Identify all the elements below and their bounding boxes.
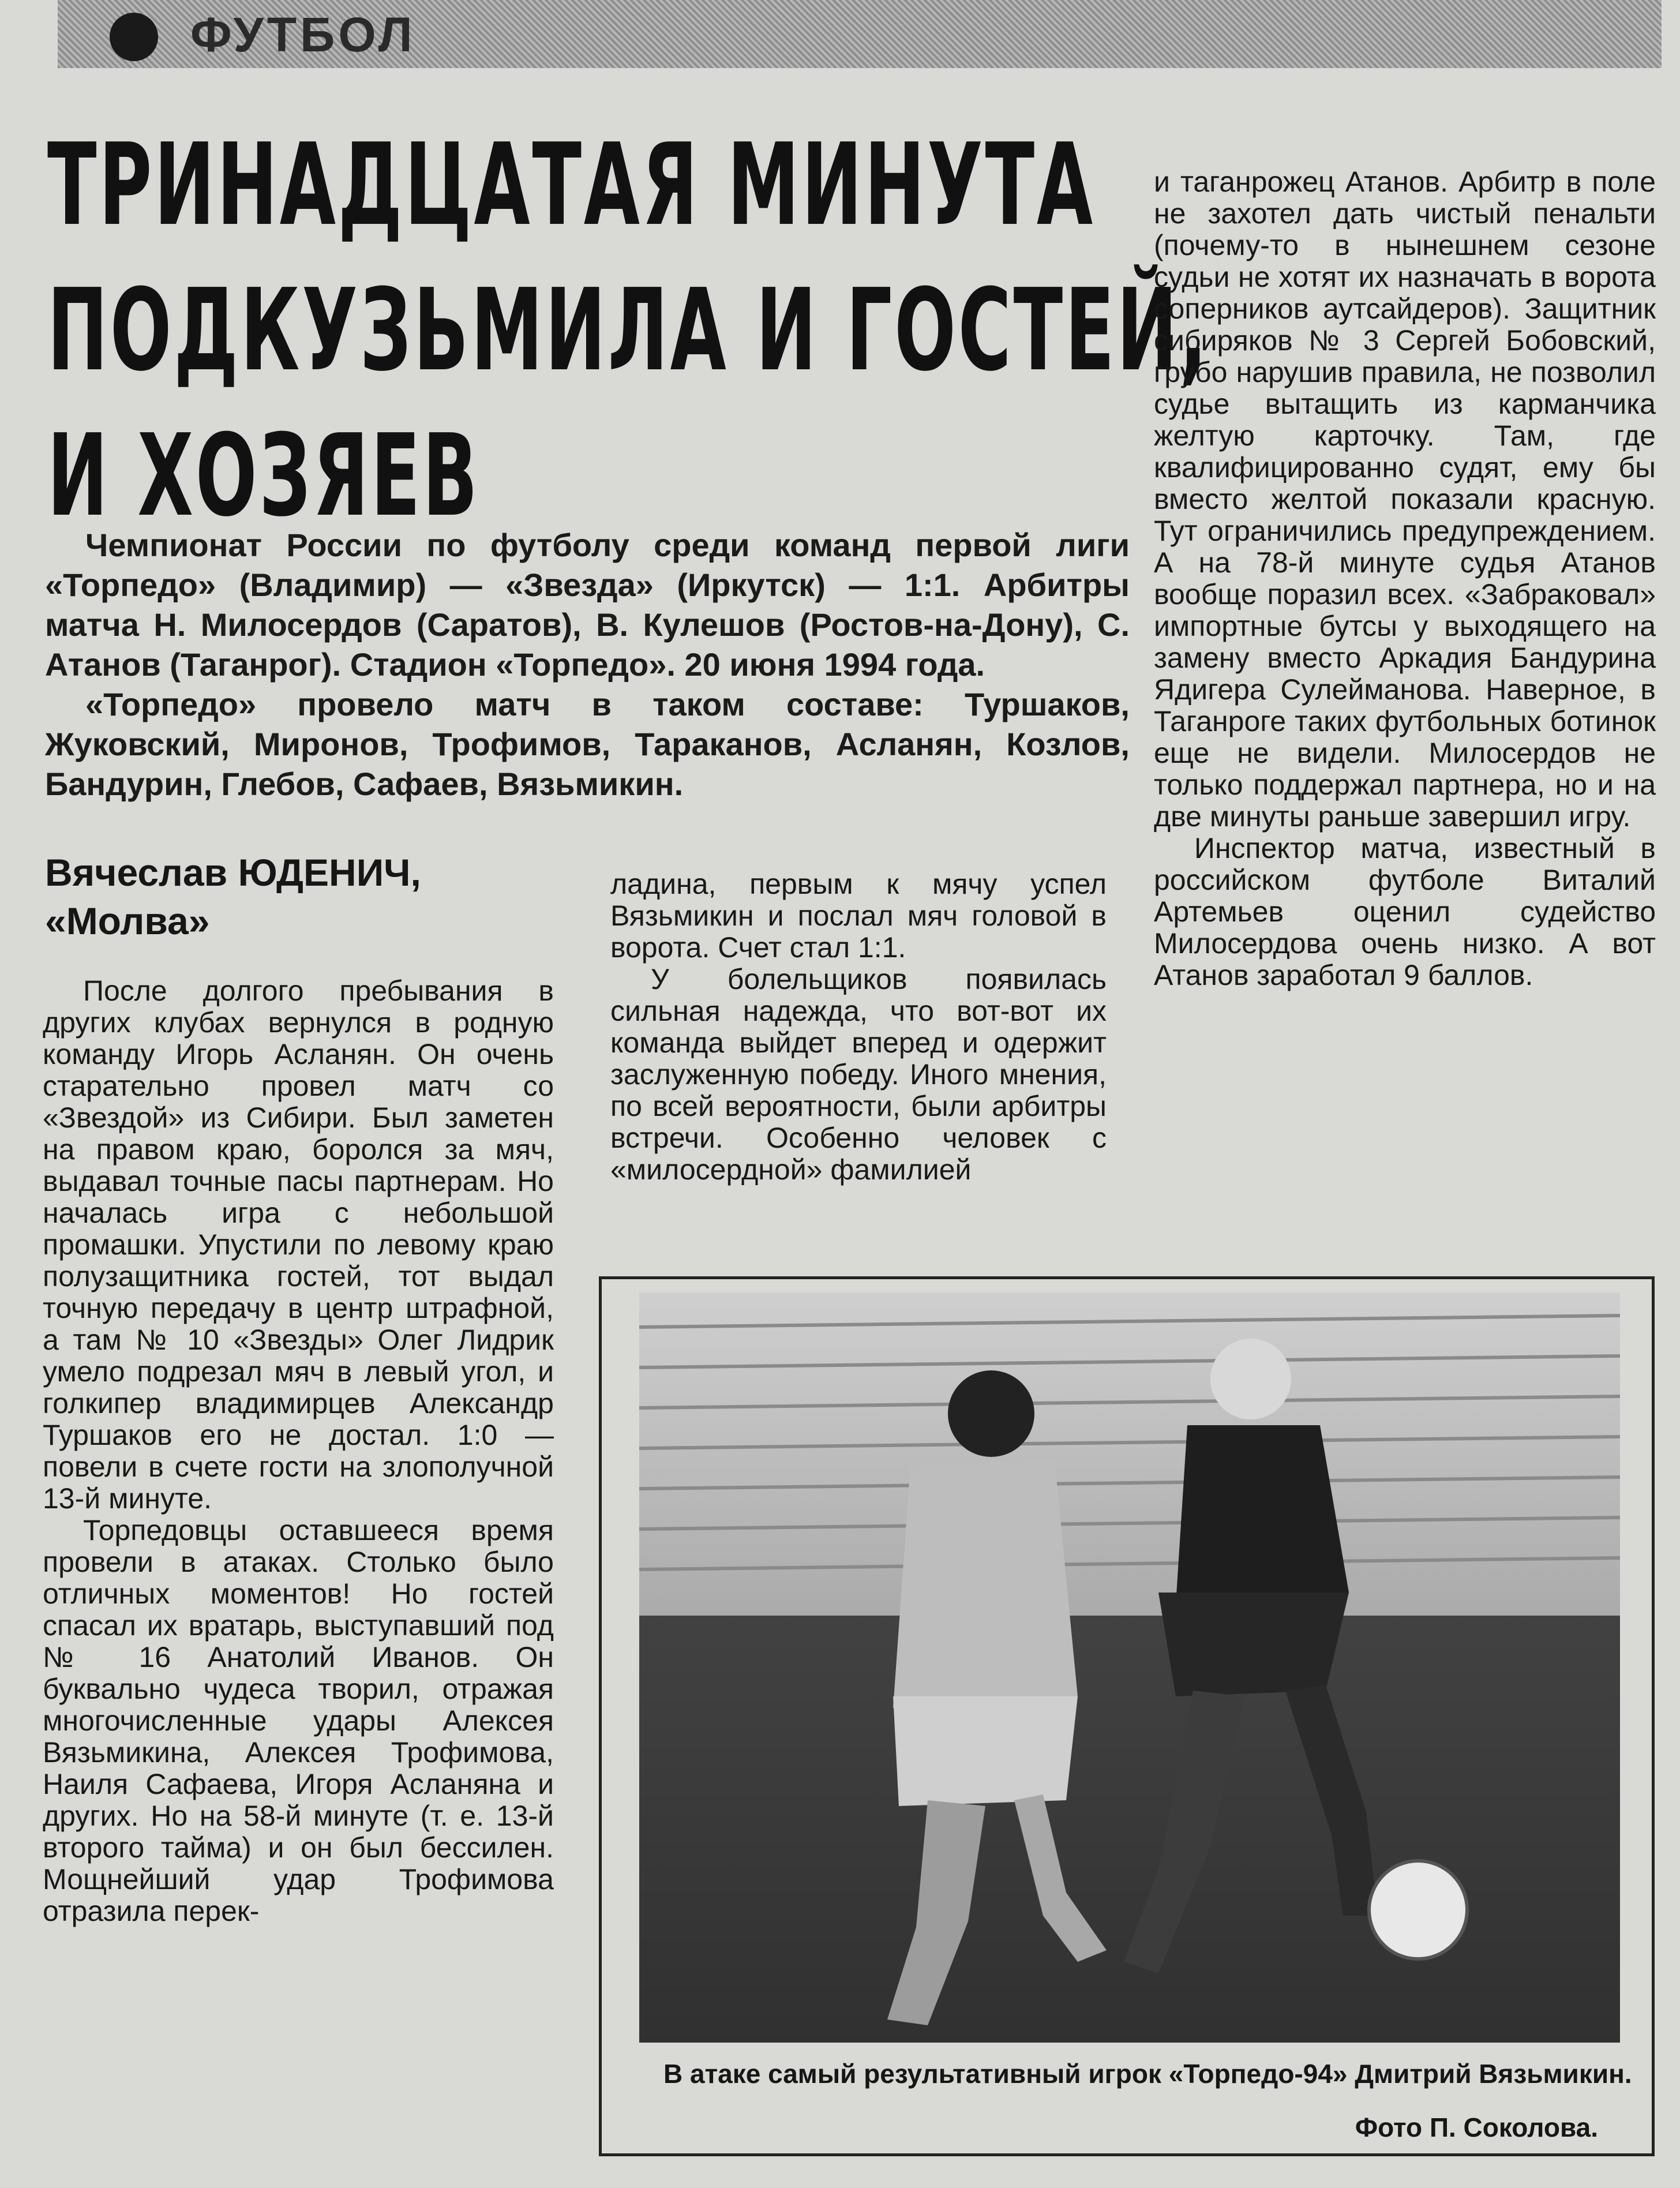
article-column-1 — [43, 975, 554, 1927]
lead-match-info: Чемпионат России по футболу среди команд первой лиги «Торпедо» (Владимир) — «Звезда» (Иркутск) — 1:1. Арбитры матча Н. Милосердов (Саратов), В. Кулешов (Ростов-на-Дону), С. Атанов (Таганрог). Стадион «Торпедо». 20 июня 1994 года. — [45, 527, 1130, 683]
pitch-grass — [639, 1616, 1620, 2043]
byline-author: Вячеслав ЮДЕНИЧ, — [45, 851, 421, 894]
headline-line-3: И ХОЗЯЕВ — [47, 410, 480, 542]
football-photo — [639, 1292, 1620, 2043]
byline-outlet: «Молва» — [45, 900, 210, 942]
column2-paragraph-2: У болельщиков появилась сильная надежда, что вот-вот их команда выйдет вперед и одержит заслуженную победу. Иного мнения, по всей вероятности, были арбитры встречи. Особенно человек с «милосердной» фамилией — [610, 963, 1107, 1186]
photo-credit: Фото П. Соколова. — [1355, 2112, 1598, 2142]
column1-paragraph-1: После долгого пребывания в других клубах вернулся в родную команду Игорь Асланян. Он очень старательно провел матч со «Звездой» из Сибири. Был заметен на правом краю, боролся за мяч, выдавал точные пасы партнерам. Но началась игра с небольшой промашки. Упустили по левому краю полузащитника гостей, тот выдал точную передачу в центр штрафной, а там № 10 «Звезды» Олег Лидрик умело подрезал мяч в левый угол, и голкипер владимирцев Александр Туршаков его не достал. 1:0 — повели в счете гости на злополучной 13-й минуте. — [43, 975, 554, 1515]
lead-lineup: «Торпедо» провело матч в таком составе: Туршаков, Жуковский, Миронов, Трофимов, Тараканов, Асланян, Козлов, Бандурин, Глебов, Сафаев, Вязьмикин. — [45, 686, 1130, 802]
photo-caption: В атаке самый результативный игрок «Торпедо-94» Дмитрий Вязьмикин. — [663, 2059, 1632, 2089]
football-ball-icon — [1369, 1861, 1467, 1959]
section-bullet-icon — [110, 13, 158, 61]
article-column-3 — [1154, 166, 1656, 991]
column3-paragraph-1: и таганрожец Атанов. Арбитр в поле не захотел дать чистый пенальти (почему-то в нынешнем сезоне судьи не хотят их назначать в ворота соперников аутсайдеров). Защитник сибиряков № 3 Сергей Бобовский, грубо нарушив правила, не позволил судье вытащить из карманчика желтую карточку. Там, где квалифицированно судят, ему бы вместо желтой показали красную. Тут ограничились предупреждением. А на 78-й минуте судья Атанов вообще поразил всех. «Забраковал» импортные бутсы у выходящего на замену вместо Аркадия Бандурина Ядигера Сулейманова. Наверное, в Таганроге таких футбольных ботинок еще не видели. Милосердов не только поддержал партнера, но и на две минуты раньше завершил игру. — [1154, 166, 1656, 833]
headline-line-1: ТРИНАДЦАТАЯ МИНУТА — [47, 119, 1095, 251]
section-label: ФУТБОЛ — [190, 8, 416, 62]
column1-paragraph-2: Торпедовцы оставшееся время провели в атаках. Столько было отличных моментов! Но гостей спасал их вратарь, выступавший под № 16 Анатолий Иванов. Он буквально чудеса творил, отражая многочисленные удары Алексея Вязьмикина, Алексея Трофимова, Наиля Сафаева, Игоря Асланяна и других. Но на 58-й минуте (т. е. 13-й второго тайма) и он был бессилен. Мощнейший удар Трофимова отразила перек- — [43, 1514, 554, 1927]
headline-line-2: ПОДКУЗЬМИЛА И ГОСТЕЙ, — [47, 265, 1209, 396]
column2-paragraph-1: ладина, первым к мячу успел Вязьмикин и послал мяч головой в ворота. Счет стал 1:1. — [610, 868, 1107, 964]
column3-paragraph-2: Инспектор матча, известный в российском футболе Виталий Артемьев оценил судейство Милосердова очень низко. А вот Атанов заработал 9 баллов. — [1154, 832, 1656, 991]
headline — [47, 113, 1209, 549]
article-column-2 — [610, 868, 1107, 1186]
lead-paragraph — [45, 525, 1130, 804]
byline — [45, 848, 564, 945]
